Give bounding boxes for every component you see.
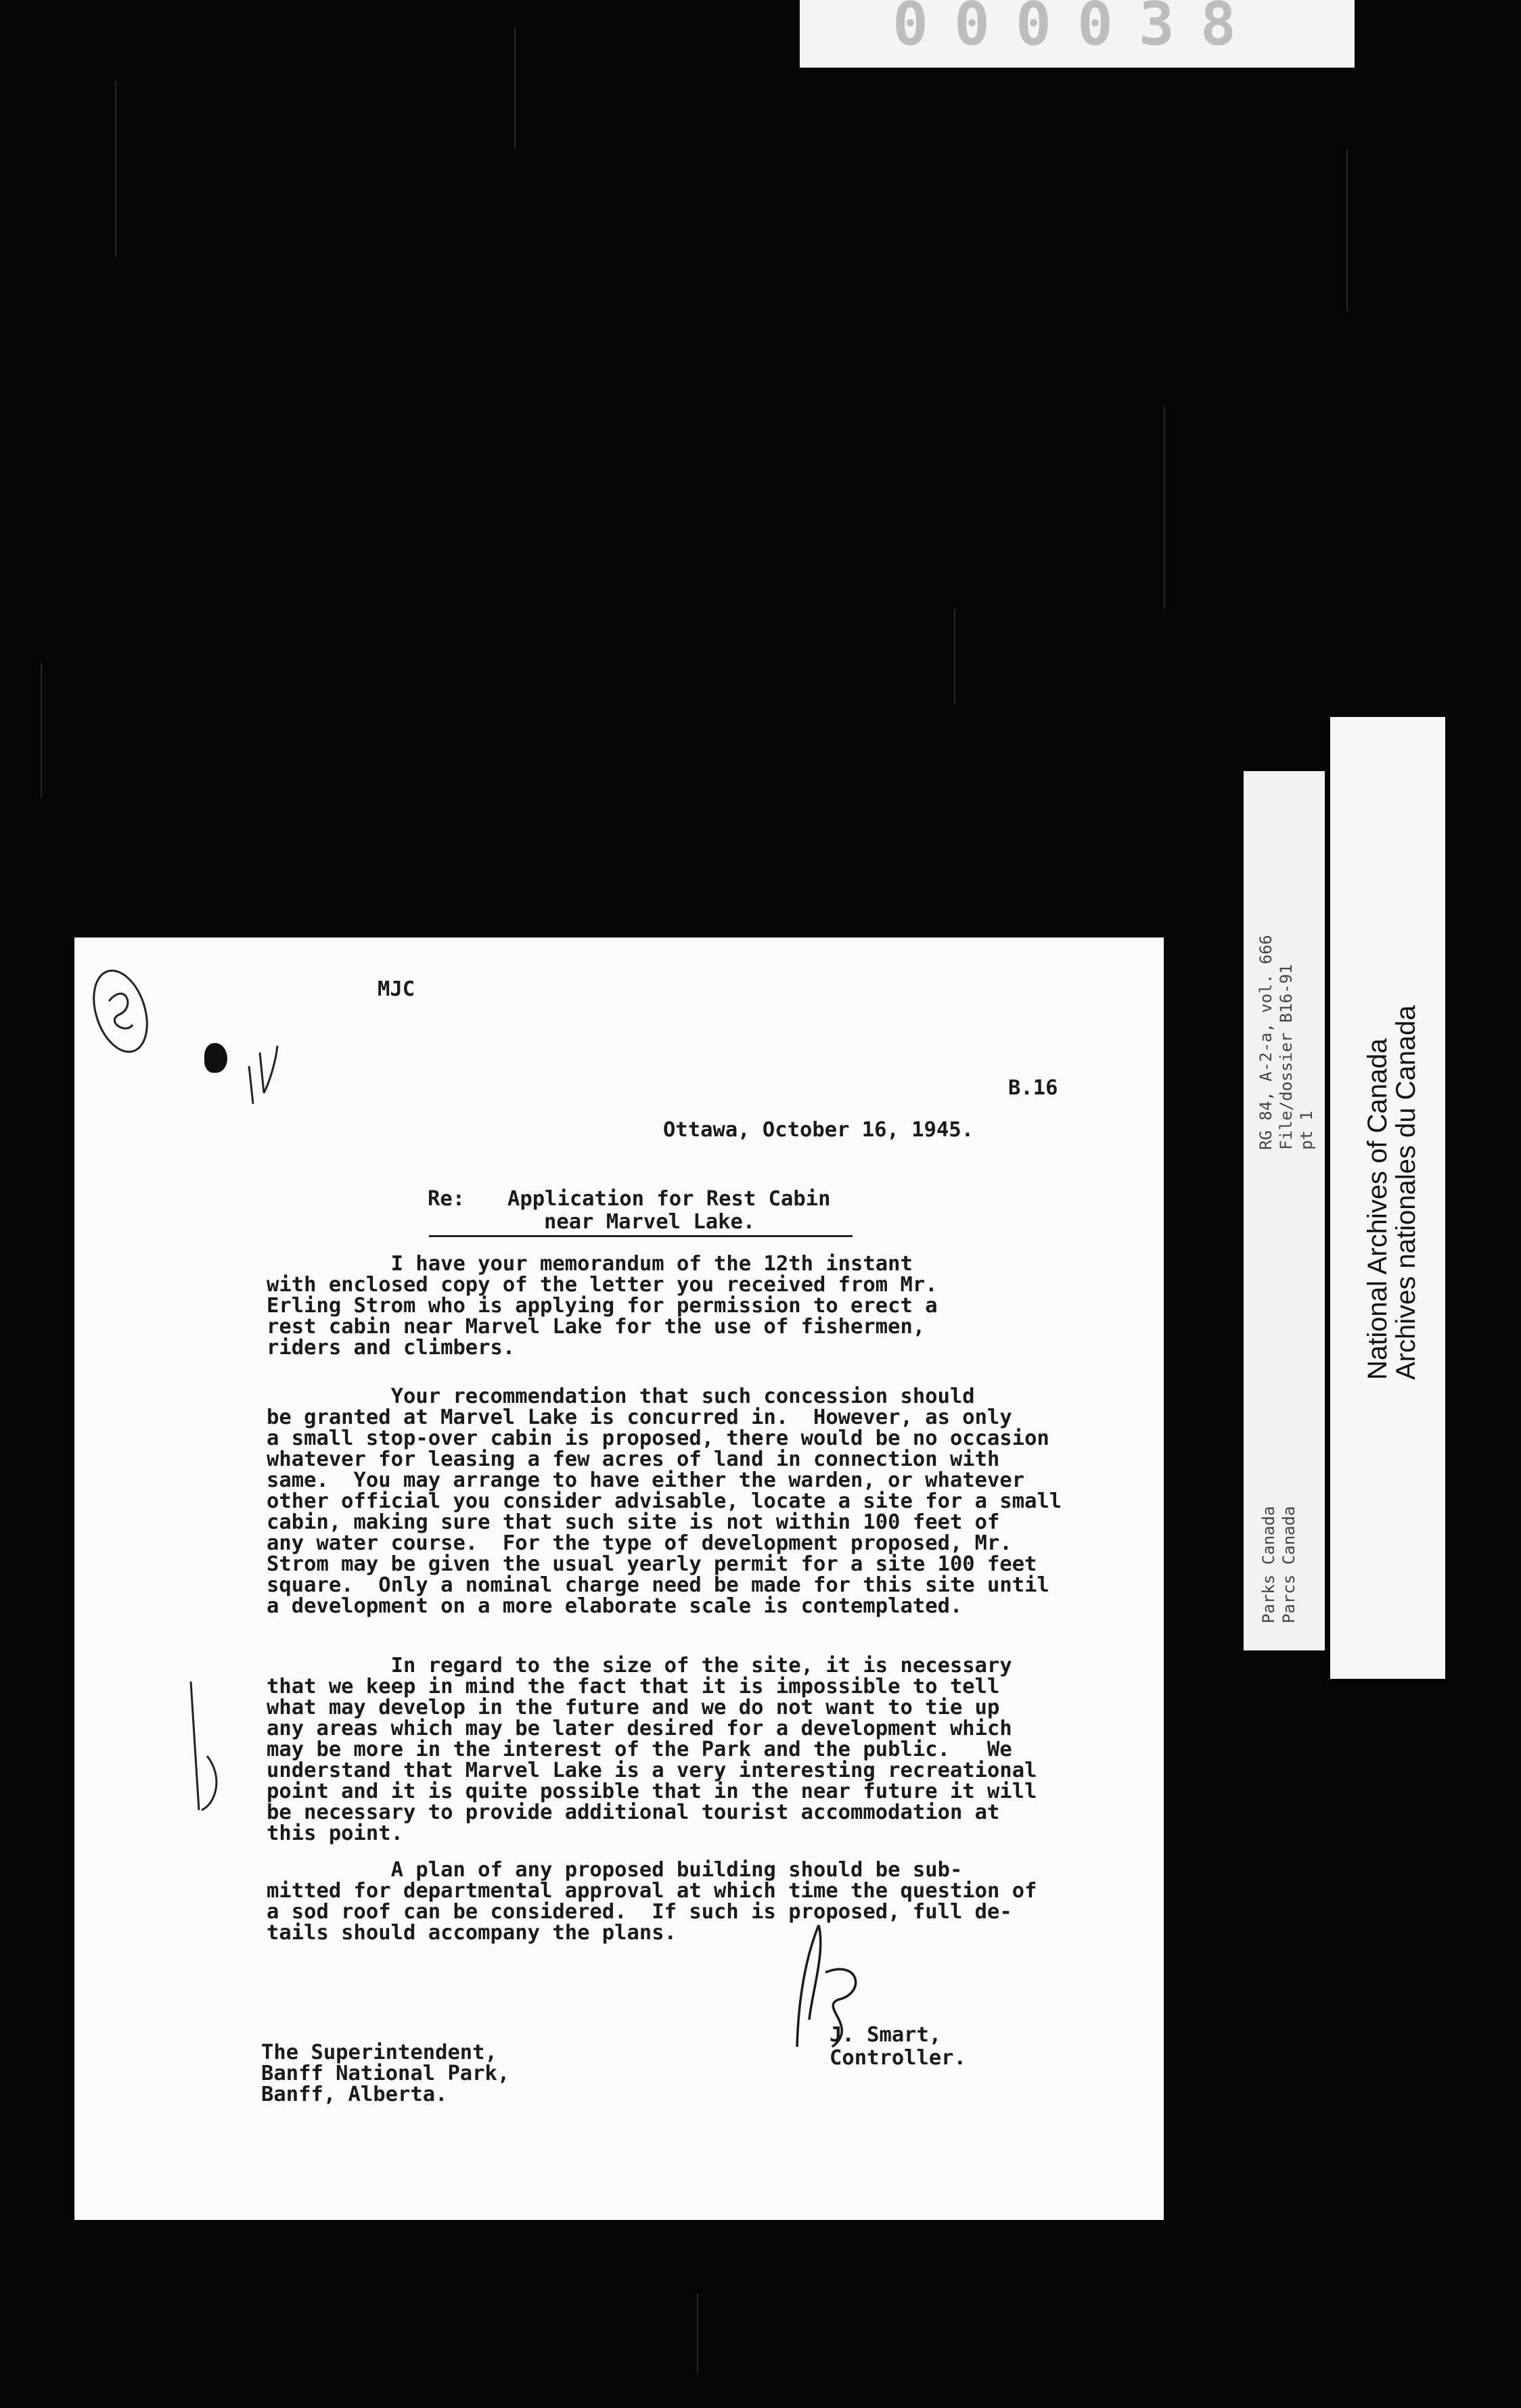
paragraph-line: be granted at Marvel Lake is concurred in. However, as only bbox=[267, 1406, 1012, 1429]
subject-label: Re: bbox=[428, 1187, 466, 1211]
paragraph-line: rest cabin near Marvel Lake for the use of fishermen, bbox=[267, 1315, 926, 1339]
letter-page bbox=[74, 937, 1164, 2220]
handwritten-initial-mark bbox=[244, 1039, 284, 1113]
paragraph-line: be necessary to provide additional tourist accommodation at bbox=[267, 1801, 1000, 1824]
signatory-title: Controller. bbox=[830, 2046, 966, 2070]
paragraph-line: cabin, making sure that such site is not within 100 feet of bbox=[267, 1510, 1000, 1534]
archive-reference: RG 84, A-2-a, vol. 666 File/dossier B16-91 pt 1 bbox=[1256, 935, 1316, 1150]
subject-line-1: Application for Rest Cabin bbox=[507, 1187, 831, 1211]
frame-number-card bbox=[800, 0, 1355, 68]
film-scratch bbox=[954, 609, 955, 703]
paragraph-line: that we keep in mind the fact that it is impossible to tell bbox=[267, 1675, 1000, 1698]
paragraph-line: A plan of any proposed building should be sub- bbox=[267, 1858, 963, 1882]
paragraph-line: with enclosed copy of the letter you received from Mr. bbox=[267, 1273, 938, 1297]
paragraph-line: mitted for departmental approval at which time the question of bbox=[267, 1879, 1037, 1903]
addressee-line: The Superintendent, bbox=[261, 2041, 497, 2064]
archive-name-en: National Archives of Canada bbox=[1363, 1038, 1392, 1380]
film-scratch bbox=[514, 27, 516, 149]
addressee-line: Banff, Alberta. bbox=[261, 2083, 448, 2106]
paragraph-line: tails should accompany the plans. bbox=[267, 1921, 677, 1945]
typist-initials: MJC bbox=[378, 977, 415, 1001]
paragraph-line: same. You may arrange to have either the warden, or whatever bbox=[267, 1468, 1025, 1492]
paragraph-line: may be more in the interest of the Park and the public. We bbox=[267, 1738, 1012, 1761]
file-reference: B.16 bbox=[1008, 1076, 1058, 1100]
film-scratch bbox=[697, 2293, 698, 2374]
paragraph-line: point and it is quite possible that in the near future it will bbox=[267, 1780, 1037, 1803]
paragraph-line: Erling Strom who is applying for permission to erect a bbox=[267, 1294, 938, 1318]
film-scratch bbox=[1164, 406, 1165, 609]
paragraph-line: other official you consider advisable, locate a site for a small bbox=[267, 1489, 1062, 1513]
archive-name-fr: Archives nationales du Canada bbox=[1391, 1005, 1421, 1380]
addressee-line: Banff National Park, bbox=[261, 2062, 510, 2085]
paragraph-line: In regard to the size of the site, it is necessary bbox=[267, 1654, 1012, 1677]
archive-agency: Parks Canada Parcs Canada bbox=[1259, 1506, 1298, 1623]
national-archives-card bbox=[1330, 717, 1445, 1679]
signatory-name: J. Smart, bbox=[830, 2023, 942, 2047]
ink-blot bbox=[204, 1043, 227, 1073]
paragraph-line: understand that Marvel Lake is a very interesting recreational bbox=[267, 1759, 1037, 1782]
subject-line-2: near Marvel Lake. bbox=[544, 1210, 756, 1234]
film-scratch bbox=[41, 663, 42, 798]
paragraph-line: riders and climbers. bbox=[267, 1336, 516, 1360]
letter-date: Ottawa, October 16, 1945. bbox=[663, 1118, 974, 1142]
subject-underline bbox=[429, 1235, 853, 1237]
handwritten-circle-mark bbox=[85, 960, 160, 1062]
paragraph-line: I have your memorandum of the 12th instant bbox=[267, 1252, 913, 1276]
paragraph-line: Your recommendation that such concession should bbox=[267, 1385, 975, 1408]
film-scratch bbox=[115, 81, 116, 257]
archive-reference-card bbox=[1244, 771, 1325, 1650]
frame-number: 000038 bbox=[892, 0, 1262, 59]
paragraph-line: any areas which may be later desired for a development which bbox=[267, 1717, 1012, 1740]
paragraph-line: what may develop in the future and we do not want to tie up bbox=[267, 1696, 1000, 1719]
paragraph-line: this point. bbox=[267, 1822, 403, 1845]
paragraph-line: a development on a more elaborate scale is contemplated. bbox=[267, 1594, 963, 1618]
handwritten-margin-mark bbox=[176, 1675, 237, 1824]
paragraph-line: a small stop-over cabin is proposed, there would be no occasion bbox=[267, 1427, 1049, 1450]
paragraph-line: any water course. For the type of development proposed, Mr. bbox=[267, 1531, 1012, 1555]
paragraph-line: Strom may be given the usual yearly permit for a site 100 feet bbox=[267, 1552, 1037, 1576]
film-scratch bbox=[1346, 149, 1348, 311]
paragraph-line: whatever for leasing a few acres of land in connection with bbox=[267, 1448, 1000, 1471]
paragraph-line: square. Only a nominal charge need be made for this site until bbox=[267, 1573, 1049, 1597]
paragraph-line: a sod roof can be considered. If such is proposed, full de- bbox=[267, 1900, 1012, 1924]
